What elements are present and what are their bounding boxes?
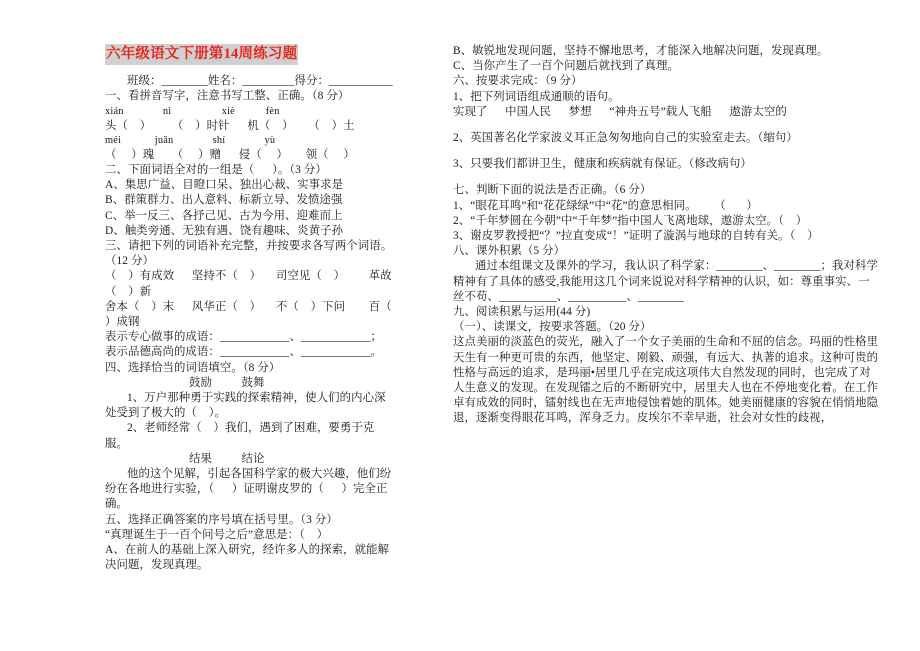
question-4-3: 他的这个见解，引起各国科学家的极大兴趣，他们纷纷在各地进行实验，（ ）证明谢皮罗的（ ）完全正确。 xyxy=(105,468,392,511)
question-9-sub-heading: （一）、读课文，按要求答题。（20 分） xyxy=(453,321,652,334)
page-title: 六年级语文下册第14周练习题 xyxy=(105,44,298,65)
section-nine-heading: 九、阅读积累与运用(44 分) xyxy=(453,306,591,319)
idiom-row-1: （ ）有成效 坚持不（ ） 司空见（ ） 革故（ ）新 xyxy=(105,270,392,298)
idiom-blank-line-2: 表示品德高尚的成语：____________、____________。 xyxy=(105,346,382,359)
question-7-3: 3、谢皮罗教授把“？”拉直变成“！”证明了漩涡与地球的自转有关。（ ） xyxy=(453,230,819,243)
section-five-heading: 五、选择正确答案的序号填在括号里。（3 分） xyxy=(105,513,338,526)
idiom-row-2: 舍本（ ）末 风华正（ ） 不（ ）下问 百（ ）成钢 xyxy=(105,300,404,328)
chars-row-1: 头（ ） （ ）时针 机（ ） （ ）土 xyxy=(105,119,355,132)
section-four-heading: 四、选择恰当的词语填空。（8 分） xyxy=(105,361,281,374)
question-5-option-b: B、敏锐地发现问题，坚持不懈地思考，才能深入地解决问题，发现真理。 xyxy=(453,45,829,57)
student-info-line: 班级：________姓名：_________得分：___________ xyxy=(127,75,393,88)
section-one-heading: 一、看拼音写字，注意书写工整、正确。（8 分） xyxy=(105,90,350,103)
question-5-stem: “真理诞生于一百个问号之后”意思是：（ ） xyxy=(105,528,329,541)
section-seven-heading: 七、判断下面的说法是否正确。（6 分） xyxy=(453,184,652,197)
right-column xyxy=(395,44,920,427)
question-6-1-words: 实现了 中国人民 梦想 “神舟五号”载人飞船 遨游太空的 xyxy=(453,105,787,118)
left-column xyxy=(0,44,404,573)
option-a: A、集思广益、目瞪口呆、独出心裁、实事求是 xyxy=(105,179,344,192)
question-8-text: 通过本组课文及课外的学习，我认识了科学家：________、________；我对科学精神有了具体的感受,我能用这几个词来说说对科学精神的认识，如：尊重事实、一丝不苟、__________、__________、________ xyxy=(453,260,878,303)
section-three-heading: 三、请把下列的词语补充完整，并按要求各写两个词语。（12 分） xyxy=(105,239,393,268)
option-d: D、触类旁通、无独有遇、饶有趣味、炎黄子孙 xyxy=(105,224,344,237)
question-6-2: 2、英国著名化学家波义耳正急匆匆地向自己的实验室走去。（缩句） xyxy=(453,132,798,145)
question-6-1-prompt: 1、把下列词语组成通顺的语句。 xyxy=(453,90,620,103)
chars-row-2: （ ）瑰 （ ）赠 侵（ ） 领（ ） xyxy=(105,148,355,161)
reading-passage: 这点美丽的淡蓝色的荧光，融入了一个女子美丽的生命和不屈的信念。玛丽的性格里天生有一种更可贵的东西，他坚定、刚毅、顽强，有远大、执著的追求。这种可贵的性格与高远的追求，是玛丽•居里几乎在完成这项伟大自然发现的同时，也完成了对人生意义的发现。在发现镭之后的不断研究中，居里夫人也在不停地变化着。在工作卓有成效的同时，镭射线也在无声地侵蚀着她的肌体。她美丽健康的容貌在悄悄地隐退，逐渐变得眼花耳鸣，浑身乏力。皮埃尔不幸早逝，社会对女性的歧视， xyxy=(453,336,879,425)
question-6-3: 3、只要我们都讲卫生，健康和疾病就有保证。（修改病句） xyxy=(453,158,752,171)
pinyin-row-2: méi juǎn shí yù xyxy=(105,134,276,146)
question-4-1: 1、万户那种勇于实践的探索精神，使人们的内心深处受到了极大的（ ）。 xyxy=(105,391,386,420)
section-six-heading: 六、按要求完成：（9 分） xyxy=(453,75,583,88)
section-two-heading: 二、下面词语全对的一组是（ ）。（3 分） xyxy=(105,163,327,176)
pinyin-row-1: xián nì xiè fèn xyxy=(105,105,280,117)
question-7-1: 1、“眼花耳鸣”和“花花绿绿”中“花”的意思相同。 （ ） xyxy=(453,199,758,212)
option-b: B、群策群力、出人意料、标新立导、发愤途强 xyxy=(105,194,343,207)
idiom-blank-line-1: 表示专心做事的成语：____________、____________； xyxy=(105,331,382,344)
word-bank-2: 结果 结论 xyxy=(189,452,265,465)
question-5-option-c: C、当你产生了一百个问题后就找到了真理。 xyxy=(453,60,680,73)
question-7-2: 2、“千年梦圆在今朝”中“千年梦”指中国人飞离地球，遨游太空。（ ） xyxy=(453,214,808,227)
word-bank-1: 鼓励 鼓舞 xyxy=(189,376,265,389)
option-c: C、举一反三、各抒己见、古为今用、迎难而上 xyxy=(105,209,343,222)
section-eight-heading: 八、课外积累（5 分） xyxy=(453,245,566,258)
question-4-2: 2、老师经常（ ）我们，遇到了困难，要勇于克服。 xyxy=(105,422,375,450)
question-5-option-a: A、在前人的基础上深入研究，经许多人的探索，就能解决问题，发现真理。 xyxy=(105,544,390,572)
